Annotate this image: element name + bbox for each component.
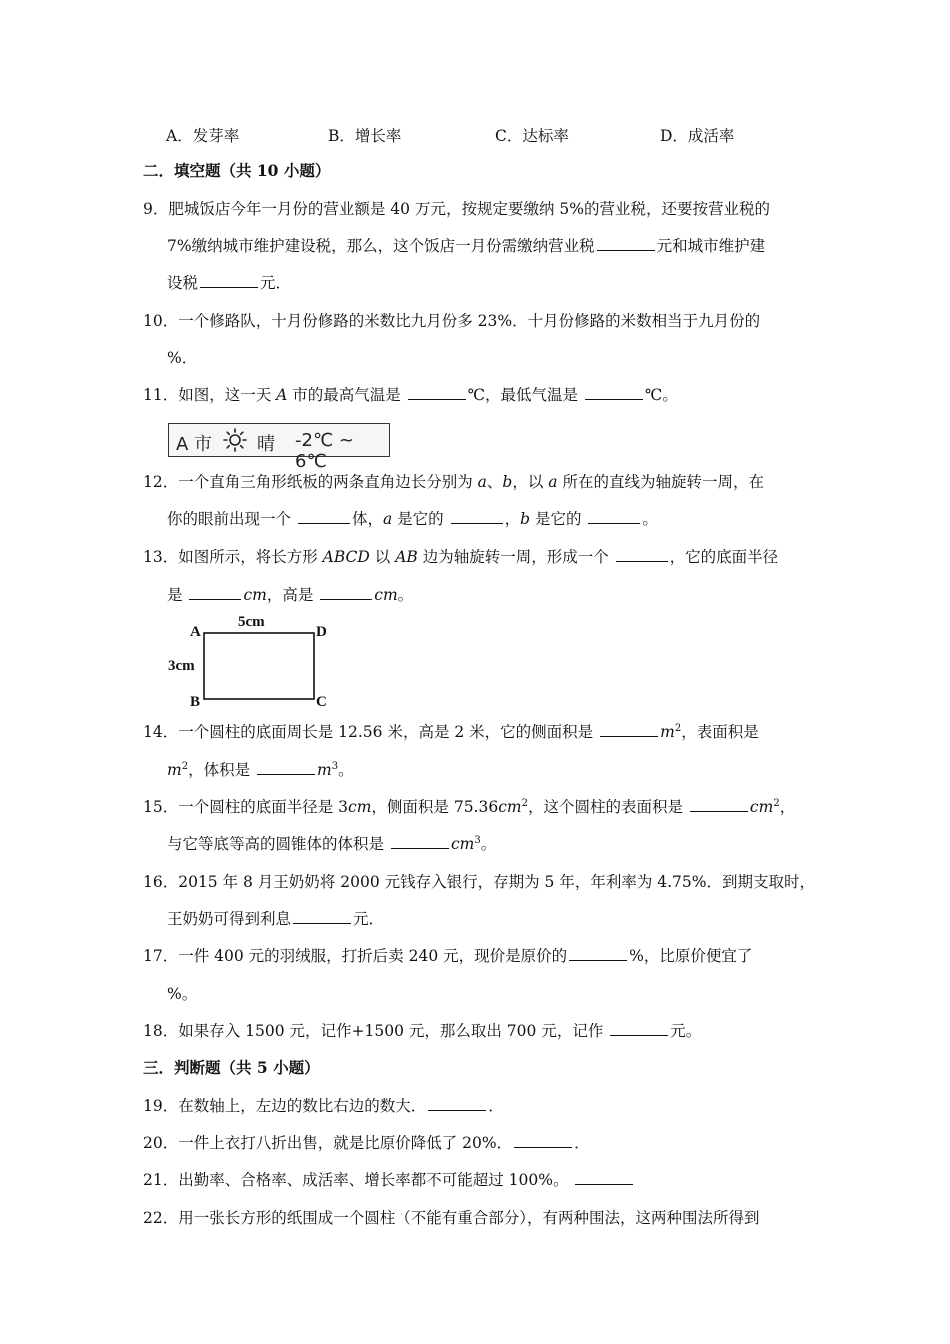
vertex-c-label: C bbox=[316, 694, 327, 710]
question-15-line-2: 与它等底等高的圆锥体的体积是 $cm^3$。 bbox=[167, 835, 497, 853]
question-13-line-2: 是 cm，高是 cm。 bbox=[167, 586, 414, 604]
answer-blank[interactable] bbox=[293, 909, 351, 924]
section-title-fill-blank: 二．填空题（共 10 小题） bbox=[143, 161, 331, 180]
question-18: 18．如果存入 1500 元，记作+1500 元，那么取出 700 元，记作 元。 bbox=[143, 1022, 702, 1040]
answer-blank[interactable] bbox=[690, 797, 748, 812]
option-b: B．增长率 bbox=[328, 127, 402, 145]
top-length-label: 5cm bbox=[238, 614, 265, 630]
question-16-line-1: 16．2015 年 8 月王奶奶将 2000 元钱存入银行，存期为 5 年，年利率为 4.75%．到期支取时， bbox=[143, 873, 815, 891]
vertex-a-label: A bbox=[190, 624, 201, 640]
question-10-line-1: 10．一个修路队，十月份修路的米数比九月份多 23%．十月份修路的米数相当于九月份的 bbox=[143, 312, 761, 330]
side-length-label: 3cm bbox=[168, 658, 195, 674]
question-19: 19．在数轴上，左边的数比右边的数大． ． bbox=[143, 1097, 504, 1115]
answer-blank[interactable] bbox=[514, 1133, 572, 1148]
question-12-line-2: 你的眼前出现一个 体，a 是它的 ，b 是它的 。 bbox=[167, 510, 658, 528]
question-9-line-1: 9．肥城饭店今年一月份的营业额是 40 万元，按规定要缴纳 5%的营业税，还要按营业税的 bbox=[143, 200, 770, 218]
question-14-line-2: $m^2$，体积是 $m^3$。 bbox=[167, 761, 354, 779]
answer-blank[interactable] bbox=[391, 834, 449, 849]
answer-blank[interactable] bbox=[451, 509, 503, 524]
weather-condition: 晴 bbox=[257, 434, 275, 455]
option-d: D．成活率 bbox=[660, 127, 735, 145]
question-21: 21．出勤率、合格率、成活率、增长率都不可能超过 100%。 bbox=[143, 1170, 635, 1190]
answer-blank[interactable] bbox=[257, 760, 315, 775]
weather-range: -2℃ ~ 6℃ bbox=[295, 430, 354, 472]
question-16-line-2: 王奶奶可得到利息 元． bbox=[167, 910, 385, 928]
question-15-line-1: 15．一个圆柱的底面半径是 3cm，侧面积是 $75.36cm^2$，这个圆柱的表面积是 $cm^2$， bbox=[143, 798, 796, 816]
vertex-d-label: D bbox=[316, 624, 327, 640]
answer-blank[interactable] bbox=[585, 385, 643, 400]
question-20: 20．一件上衣打八折出售，就是比原价降低了 20%． ． bbox=[143, 1134, 590, 1152]
answer-blank[interactable] bbox=[569, 946, 627, 961]
answer-blank[interactable] bbox=[298, 509, 350, 524]
answer-blank[interactable] bbox=[200, 273, 258, 288]
answer-blank[interactable] bbox=[600, 722, 658, 737]
rectangle-figure bbox=[160, 616, 340, 716]
option-a: A．发芽率 bbox=[166, 127, 240, 145]
answer-blank[interactable] bbox=[616, 547, 668, 562]
question-13-line-1: 13．如图所示，将长方形 ABCD 以 AB 边为轴旋转一周，形成一个 ，它的底面半径 bbox=[143, 548, 779, 566]
vertex-b-label: B bbox=[190, 694, 201, 710]
answer-blank[interactable] bbox=[320, 585, 372, 600]
section-title-judgment: 三．判断题（共 5 小题） bbox=[143, 1058, 320, 1077]
question-9-line-3: 设税 元． bbox=[167, 274, 292, 292]
answer-blank[interactable] bbox=[597, 236, 655, 251]
weather-box bbox=[168, 423, 390, 472]
question-14-line-1: 14．一个圆柱的底面周长是 12.56 米，高是 2 米，它的侧面积是 $m^2$，表面积是 bbox=[143, 723, 759, 741]
question-12-line-1: 12．一个直角三角形纸板的两条直角边长分别为 a、b，以 a 所在的直线为轴旋转一周，在 bbox=[143, 473, 764, 491]
answer-blank[interactable] bbox=[408, 385, 466, 400]
question-22-line-1: 22．用一张长方形的纸围成一个圆柱（不能有重合部分），有两种围法，这两种围法所得到 bbox=[143, 1209, 760, 1227]
question-9-line-2: 7%缴纳城市维护建设税，那么，这个饭店一月份需缴纳营业税 元和城市维护建 bbox=[167, 237, 766, 255]
answer-blank[interactable] bbox=[428, 1096, 486, 1111]
question-17-line-1: 17．一件 400 元的羽绒服，打折后卖 240 元，现价是原价的 %，比原价便宜了 bbox=[143, 947, 753, 965]
sun-icon bbox=[223, 428, 247, 457]
weather-city: A 市 bbox=[176, 434, 213, 455]
option-c: C．达标率 bbox=[495, 127, 569, 145]
answer-blank[interactable] bbox=[610, 1021, 668, 1036]
question-11: 11．如图，这一天 A 市的最高气温是 ℃，最低气温是 ℃。 bbox=[143, 386, 678, 404]
answer-blank[interactable] bbox=[575, 1170, 633, 1185]
answer-blank[interactable] bbox=[588, 509, 640, 524]
question-10-line-2: %． bbox=[167, 349, 198, 367]
answer-blank[interactable] bbox=[189, 585, 241, 600]
question-17-line-2: %。 bbox=[167, 985, 198, 1003]
